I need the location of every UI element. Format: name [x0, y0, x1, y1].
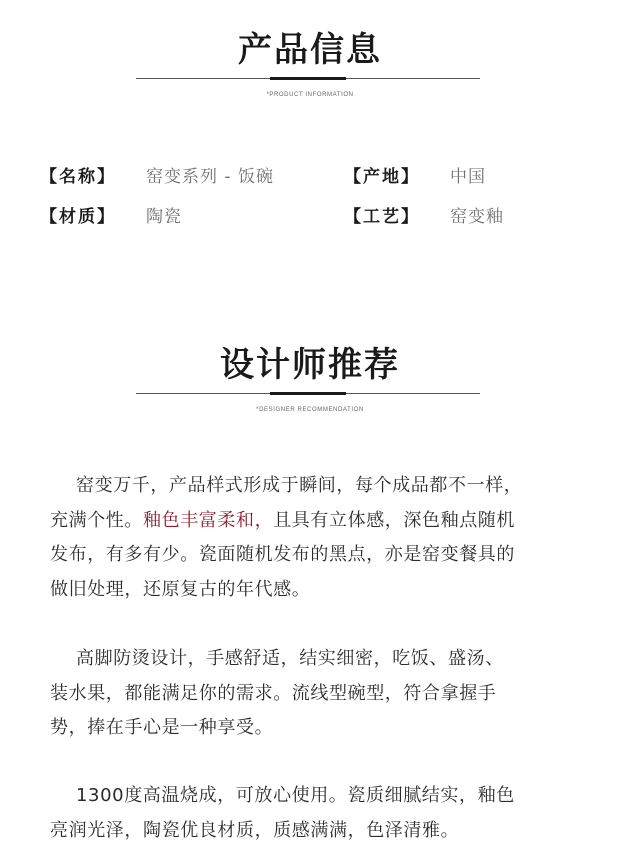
- info-field-origin: [344, 165, 544, 189]
- paragraph-1-line-2-end: 且具有立体感，深色釉点随机: [273, 509, 516, 531]
- info-value-craft: 窑变釉: [450, 207, 504, 227]
- designer-divider-accent: [270, 392, 346, 395]
- info-label-material: 【材质】: [40, 207, 116, 227]
- paragraph-2-line-2: 装水果，都能满足你的需求。流线型碗型，符合拿握手: [50, 682, 497, 704]
- info-value-origin: 中国: [450, 167, 486, 187]
- paragraph-2-line-3: 势，捧在手心是一种享受。: [50, 717, 274, 738]
- designer-title: 设计师推荐: [220, 345, 400, 385]
- paragraph-2-line-1: 高脚防烫设计，手感舒适，结实细密，吃饭、盛汤、: [76, 648, 504, 669]
- designer-paragraph-3: [50, 779, 572, 848]
- paragraph-3-line-2: 亮润光泽，陶瓷优良材质，质感满满，色泽清雅。: [50, 819, 460, 841]
- product-info-subtitle: *PRODUCT INFORMATION: [266, 92, 354, 98]
- designer-subtitle: *DESIGNER RECOMMENDATION: [256, 407, 364, 413]
- highlight-text: 釉色丰富柔和，: [143, 509, 274, 531]
- product-info-divider-accent: [270, 77, 346, 80]
- info-value-name: 窑变系列 - 饭碗: [146, 167, 274, 187]
- info-label-name: 【名称】: [40, 167, 116, 187]
- info-value-material: 陶瓷: [146, 207, 182, 227]
- product-info-title: 产品信息: [238, 30, 382, 70]
- paragraph-1-line-4: 做旧处理，还原复古的年代感。: [50, 578, 311, 600]
- designer-paragraph-2: [50, 642, 572, 746]
- paragraph-1-line-1: 窑变万千，产品样式形成于瞬间，每个成品都不一样，: [76, 475, 523, 496]
- info-field-craft: [344, 205, 544, 229]
- paragraph-1-line-3: 发布，有多有少。瓷面随机发布的黑点，亦是窑变餐具的: [50, 544, 515, 565]
- info-label-origin: 【产地】: [344, 167, 420, 187]
- info-label-craft: 【工艺】: [344, 207, 420, 227]
- designer-paragraph-1: [50, 469, 572, 607]
- paragraph-1-line-2-start: 充满个性。: [50, 509, 143, 531]
- paragraph-3-line-1: 1300度高温烧成，可放心使用。瓷质细腻结实，釉色: [76, 785, 515, 806]
- paragraph-1-line-2: [50, 504, 572, 539]
- info-field-material: [40, 205, 300, 229]
- info-field-name: [40, 165, 300, 189]
